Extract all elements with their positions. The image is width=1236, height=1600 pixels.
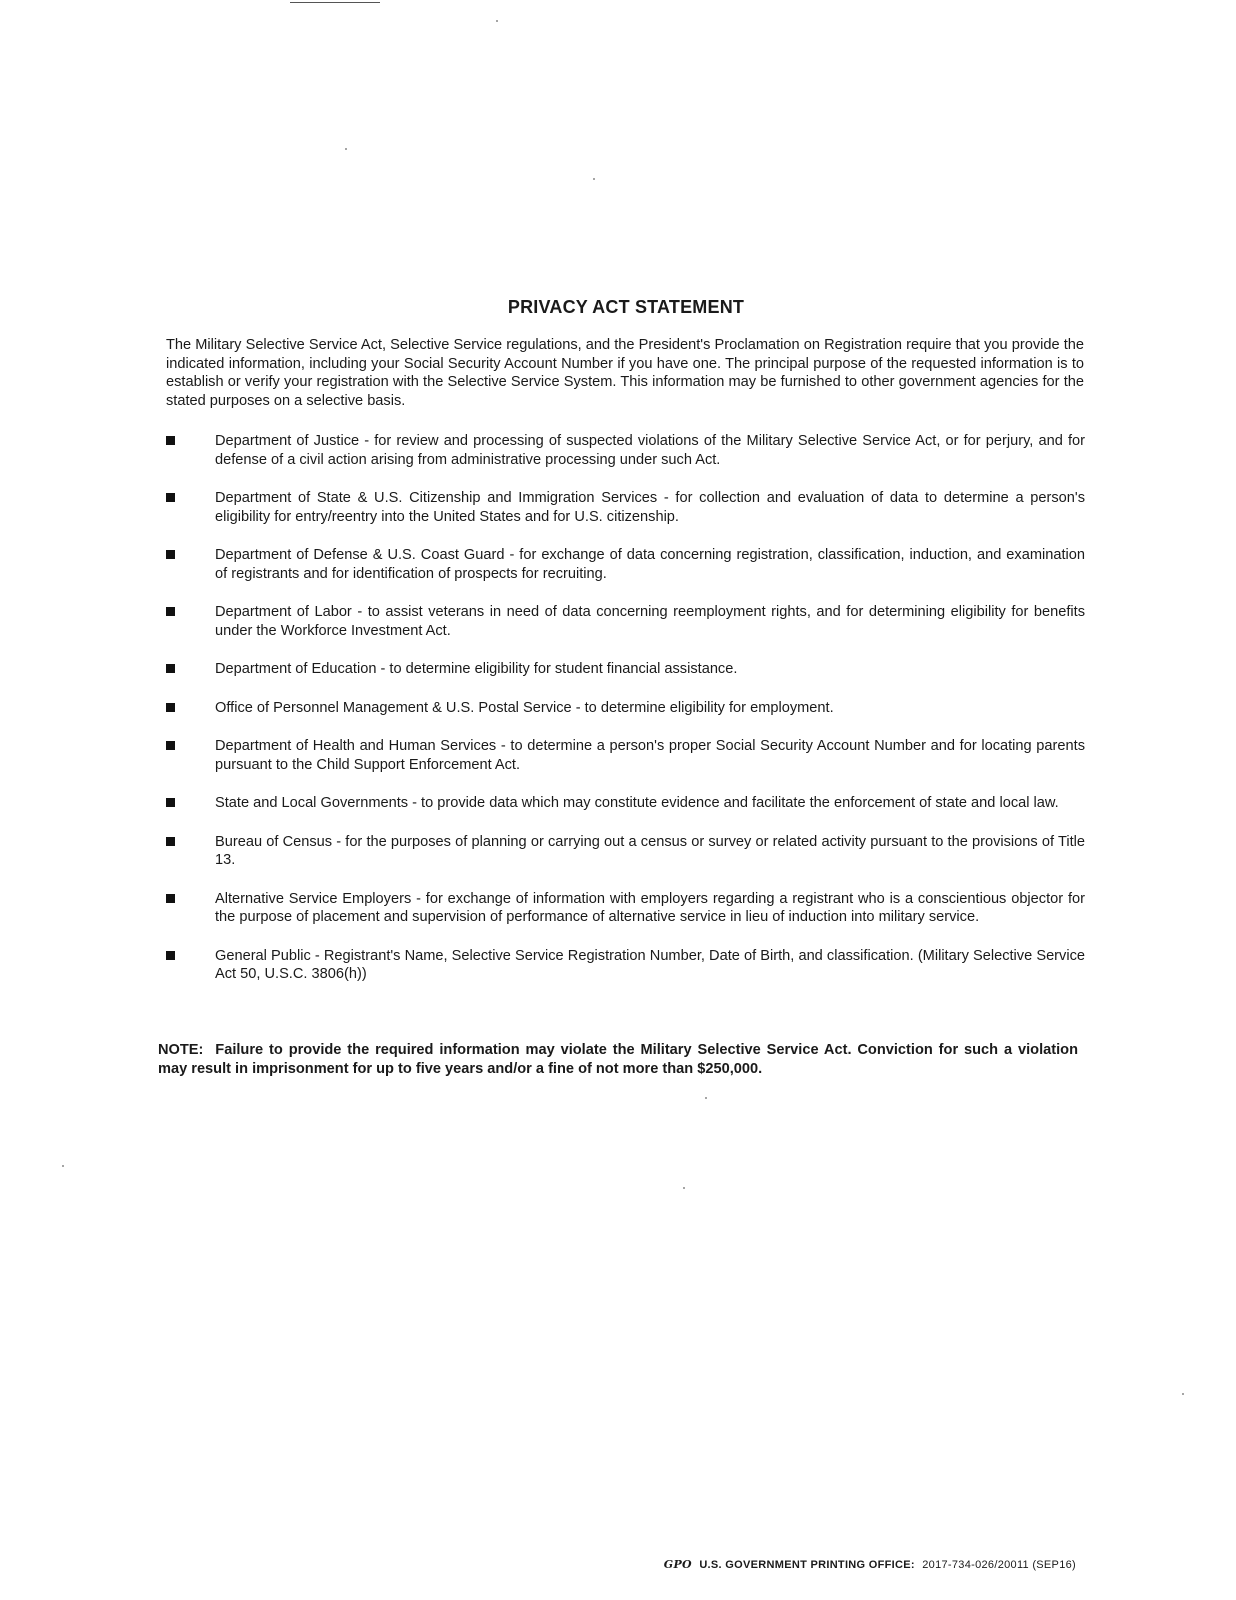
square-bullet-icon <box>166 664 175 673</box>
square-bullet-icon <box>166 703 175 712</box>
note-label: NOTE: <box>158 1042 204 1058</box>
scan-speck <box>345 148 347 150</box>
square-bullet-icon <box>166 837 175 846</box>
footer-code: 2017-734-026/20011 (SEP16) <box>922 1559 1076 1571</box>
square-bullet-icon <box>166 493 175 502</box>
square-bullet-icon <box>166 951 175 960</box>
list-item-state <box>160 489 1085 526</box>
square-bullet-icon <box>166 607 175 616</box>
list-item-education <box>160 660 1085 679</box>
scan-speck <box>593 178 595 180</box>
list-item-general-public <box>160 947 1085 984</box>
printing-footer <box>664 1558 1076 1571</box>
list-item-defense <box>160 546 1085 583</box>
scan-speck <box>62 1165 64 1167</box>
agency-list <box>160 432 1085 1004</box>
list-item-text: Department of State & U.S. Citizenship and Immigration Services - for collection and evaluation of data to determine a person's eligibility for entry/reentry into the United States and for U.S. citizenship. <box>215 490 1085 525</box>
list-item-text: Alternative Service Employers - for exchange of information with employers regarding a registrant who is a conscientious objector for the purpose of placement and supervision of performance of alternative service in lieu of induction into military service. <box>215 890 1085 925</box>
list-item-text: Department of Labor - to assist veterans in need of data concerning reemployment rights, and for determining eligibility for benefits under the Workforce Investment Act. <box>215 604 1085 639</box>
note-text: Failure to provide the required information may violate the Military Selective Service Act. Conviction for such a violation may result in imprisonment for up to five years and/or a fine of not more than $250,000. <box>158 1042 1078 1077</box>
page-title: PRIVACY ACT STATEMENT <box>507 297 745 317</box>
scan-speck <box>1182 1393 1184 1395</box>
scan-speck <box>496 20 498 22</box>
list-item-text: Department of Justice - for review and processing of suspected violations of the Military Selective Service Act, or for perjury, and for defense of a civil action arising from administrative processing under such Act. <box>215 433 1085 468</box>
square-bullet-icon <box>166 550 175 559</box>
list-item-text: General Public - Registrant's Name, Selective Service Registration Number, Date of Birth, and classification. (Military Selective Service Act 50, U.S.C. 3806(h)) <box>215 947 1085 982</box>
list-item-text: Department of Health and Human Services - to determine a person's proper Social Security Account Number and for locating parents pursuant to the Child Support Enforcement Act. <box>215 738 1085 773</box>
scan-speck <box>705 1097 707 1099</box>
warning-note <box>158 1041 1078 1078</box>
list-item-text: State and Local Governments - to provide data which may constitute evidence and facilitate the enforcement of state and local law. <box>215 795 1059 811</box>
list-item-text: Department of Defense & U.S. Coast Guard - for exchange of data concerning registration, classification, induction, and examination of registrants and for identification of prospects for recruiting. <box>215 547 1085 582</box>
top-scan-line <box>290 2 380 3</box>
square-bullet-icon <box>166 798 175 807</box>
list-item-text: Department of Education - to determine eligibility for student financial assistance. <box>215 661 738 677</box>
list-item-opm-postal <box>160 699 1085 718</box>
list-item-hhs <box>160 737 1085 774</box>
list-item-labor <box>160 603 1085 640</box>
square-bullet-icon <box>166 436 175 445</box>
list-item-text: Bureau of Census - for the purposes of planning or carrying out a census or survey or related activity pursuant to the provisions of Title 13. <box>215 833 1085 868</box>
square-bullet-icon <box>166 894 175 903</box>
list-item-state-local <box>160 794 1085 813</box>
scan-speck <box>683 1187 685 1189</box>
footer-office: U.S. GOVERNMENT PRINTING OFFICE: <box>699 1559 915 1571</box>
list-item-alternative-service <box>160 890 1085 927</box>
list-item-text: Office of Personnel Management & U.S. Postal Service - to determine eligibility for employment. <box>215 699 834 716</box>
gpo-logo-icon: GPO <box>663 1558 692 1571</box>
list-item-census <box>160 833 1085 870</box>
square-bullet-icon <box>166 741 175 750</box>
intro-paragraph: The Military Selective Service Act, Selective Service regulations, and the President's Proclamation on Registration require that you provide the indicated information, including your Social Security Account Number if you have one. The principal purpose of the requested information is to establish or verify your registration with the Selective Service System. This information may be furnished to other government agencies for the stated purposes on a selective basis. <box>166 337 1084 409</box>
list-item-justice <box>160 432 1085 469</box>
